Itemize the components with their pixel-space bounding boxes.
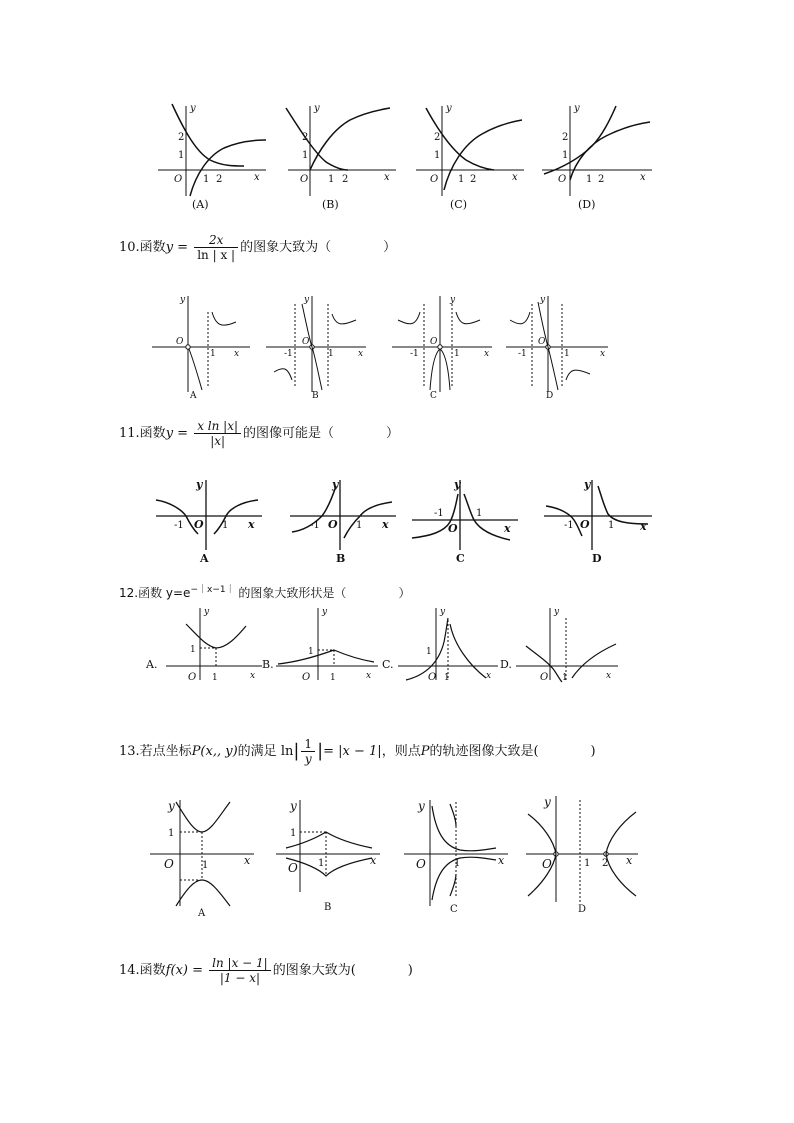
svg-text:1: 1 xyxy=(222,520,229,531)
svg-text:C: C xyxy=(430,391,437,401)
svg-text:y: y xyxy=(204,607,210,617)
svg-text:1: 1 xyxy=(318,858,325,869)
fraction: $\frac{1}{y}$ xyxy=(301,737,315,766)
svg-text:x: x xyxy=(244,854,251,867)
q12-graph-d xyxy=(498,604,622,684)
fraction: $\frac{2x}{\ln | x |}$ xyxy=(194,233,238,262)
question-10: 10.函数y = $\frac{2x}{\ln | x |}$ 的图象大致为（ ） xyxy=(119,233,397,262)
svg-text:O: O xyxy=(176,337,184,347)
question-11: 11.函数y = $\frac{\text{x ln |x|}}{|x|}$ 的图像可能是（ ） xyxy=(119,419,400,448)
svg-text:x: x xyxy=(512,172,518,183)
svg-text:x: x xyxy=(382,518,389,531)
svg-text:1: 1 xyxy=(178,150,185,161)
fraction: $\frac{\text{x ln |x|}}{|x|}$ xyxy=(194,419,241,448)
svg-text:1: 1 xyxy=(328,349,334,359)
q11-graph-b xyxy=(286,476,401,566)
q13-graph-a xyxy=(146,796,258,918)
svg-text:y: y xyxy=(332,478,339,491)
q12-graph-c xyxy=(382,604,502,684)
q9-graph-c xyxy=(408,100,533,212)
svg-text:(C): (C) xyxy=(450,198,467,211)
svg-text:y: y xyxy=(450,295,456,305)
svg-text:y: y xyxy=(290,799,297,813)
svg-text:1: 1 xyxy=(290,828,297,839)
svg-text:O: O xyxy=(430,174,439,185)
q13-graph-d xyxy=(522,792,642,916)
svg-text:x: x xyxy=(384,172,390,183)
svg-text:-1: -1 xyxy=(518,349,527,359)
svg-text:2: 2 xyxy=(342,174,349,185)
q13-graph-c xyxy=(400,796,512,918)
svg-text:2: 2 xyxy=(178,132,185,143)
q11-graph-d xyxy=(540,476,655,566)
svg-text:C: C xyxy=(450,904,458,915)
svg-text:B: B xyxy=(312,391,319,401)
svg-text:A.: A. xyxy=(146,658,158,671)
svg-text:1: 1 xyxy=(308,647,314,657)
svg-text:O: O xyxy=(448,522,458,535)
svg-text:2: 2 xyxy=(216,174,223,185)
svg-text:2: 2 xyxy=(470,174,477,185)
svg-text:B: B xyxy=(336,552,346,565)
axis-y: y xyxy=(190,103,196,114)
svg-text:1: 1 xyxy=(434,150,441,161)
svg-text:1: 1 xyxy=(562,150,569,161)
svg-text:B.: B. xyxy=(262,658,274,671)
q12-graph-a xyxy=(146,604,266,684)
q12-graph-b xyxy=(262,604,382,684)
svg-text:O: O xyxy=(538,337,546,347)
svg-text:x: x xyxy=(250,671,256,681)
svg-text:O: O xyxy=(300,174,309,185)
svg-text:1: 1 xyxy=(476,508,483,519)
svg-text:D: D xyxy=(578,904,587,915)
svg-text:O: O xyxy=(188,672,197,683)
svg-text:y: y xyxy=(314,103,320,114)
svg-text:A: A xyxy=(198,908,206,919)
svg-text:(B): (B) xyxy=(322,198,339,211)
svg-text:y: y xyxy=(418,799,425,813)
q9-graph-a xyxy=(150,100,275,212)
svg-text:2: 2 xyxy=(434,132,441,143)
svg-text:1: 1 xyxy=(190,645,196,655)
svg-text:(D): (D) xyxy=(578,198,596,211)
svg-text:x: x xyxy=(626,854,633,867)
svg-text:1: 1 xyxy=(444,673,450,683)
svg-text:y: y xyxy=(304,295,310,305)
svg-text:O: O xyxy=(542,857,552,871)
svg-text:1: 1 xyxy=(426,647,432,657)
svg-text:x: x xyxy=(486,671,492,681)
svg-text:y: y xyxy=(554,607,560,617)
q9-graph-d xyxy=(536,100,661,212)
svg-text:O: O xyxy=(558,174,567,185)
q10-graph-a xyxy=(150,292,255,400)
svg-text:x: x xyxy=(600,349,606,359)
axis-x: x xyxy=(254,172,260,183)
svg-text:2: 2 xyxy=(302,132,309,143)
svg-text:1: 1 xyxy=(328,174,335,185)
svg-text:x: x xyxy=(234,349,240,359)
svg-text:1: 1 xyxy=(203,174,210,185)
svg-text:A: A xyxy=(190,391,197,401)
svg-text:-1: -1 xyxy=(310,520,320,531)
svg-text:1: 1 xyxy=(584,858,591,869)
svg-text:O: O xyxy=(540,672,549,683)
svg-text:1: 1 xyxy=(454,349,460,359)
svg-text:y: y xyxy=(540,295,546,305)
origin: O xyxy=(174,174,183,185)
svg-text:-1: -1 xyxy=(284,349,293,359)
svg-text:C.: C. xyxy=(382,658,394,671)
svg-text:O: O xyxy=(164,857,174,871)
svg-text:1: 1 xyxy=(586,174,593,185)
svg-text:1: 1 xyxy=(564,349,570,359)
svg-text:1: 1 xyxy=(330,673,336,683)
option-label: (A) xyxy=(192,198,209,211)
q10-graph-b xyxy=(262,292,372,400)
svg-text:2: 2 xyxy=(602,858,609,869)
svg-text:y: y xyxy=(454,478,461,491)
svg-text:y: y xyxy=(440,607,446,617)
svg-text:x: x xyxy=(498,854,505,867)
svg-text:O: O xyxy=(416,857,426,871)
q11-graph-c xyxy=(408,476,523,566)
svg-text:1: 1 xyxy=(302,150,309,161)
svg-text:x: x xyxy=(640,172,646,183)
svg-text:O: O xyxy=(194,518,204,531)
svg-text:A: A xyxy=(200,552,209,565)
svg-text:1: 1 xyxy=(202,860,209,871)
svg-text:y: y xyxy=(584,478,591,491)
svg-text:-1: -1 xyxy=(434,508,444,519)
svg-text:O: O xyxy=(580,518,590,531)
question-14: 14.函数f(x) = $\frac{\ln |x - 1|}{|1 - x|}$ 的图象大致为( ) xyxy=(119,956,413,985)
svg-text:D.: D. xyxy=(500,658,512,671)
svg-text:x: x xyxy=(640,520,647,533)
svg-text:2: 2 xyxy=(562,132,569,143)
svg-text:C: C xyxy=(456,552,465,565)
svg-text:O: O xyxy=(430,337,438,347)
q10-graph-d xyxy=(504,292,614,400)
svg-text:x: x xyxy=(370,854,377,867)
svg-text:x: x xyxy=(358,349,364,359)
question-13: 13.若点坐标P(x,, y)的满足 ln| $\frac{1}{y}$ |= |x − 1|，则点P的轨迹图像大致是( ) xyxy=(119,737,596,766)
svg-text:2: 2 xyxy=(598,174,605,185)
svg-text:1: 1 xyxy=(210,349,216,359)
q9-graph-b xyxy=(280,100,405,212)
svg-text:B: B xyxy=(324,902,332,913)
q11-graph-a xyxy=(150,476,265,566)
svg-text:O: O xyxy=(328,518,338,531)
svg-text:-1: -1 xyxy=(564,520,574,531)
svg-text:y: y xyxy=(544,795,551,809)
svg-text:x: x xyxy=(484,349,490,359)
svg-text:1: 1 xyxy=(608,520,615,531)
svg-text:x: x xyxy=(504,522,511,535)
svg-text:O: O xyxy=(288,861,298,875)
q13-graph-b xyxy=(272,796,384,918)
svg-text:O: O xyxy=(302,337,310,347)
svg-text:y: y xyxy=(180,295,186,305)
question-12: 12.函数 $y=e^{-|x-1|}$ 的图象大致形状是（ ） xyxy=(119,585,411,600)
svg-text:O: O xyxy=(302,672,311,683)
fraction: $\frac{\ln |x - 1|}{|1 - x|}$ xyxy=(209,956,271,985)
svg-text:y: y xyxy=(196,478,203,491)
svg-text:1: 1 xyxy=(168,828,175,839)
svg-text:x: x xyxy=(366,671,372,681)
svg-text:y: y xyxy=(322,607,328,617)
svg-text:O: O xyxy=(428,672,437,683)
svg-text:1: 1 xyxy=(458,174,465,185)
svg-text:x: x xyxy=(606,671,612,681)
svg-text:y: y xyxy=(168,799,175,813)
svg-text:D: D xyxy=(592,552,602,565)
svg-text:1: 1 xyxy=(454,858,461,869)
svg-text:x: x xyxy=(248,518,255,531)
svg-text:-1: -1 xyxy=(174,520,184,531)
q10-graph-c xyxy=(388,292,498,400)
svg-text:1: 1 xyxy=(562,673,568,683)
svg-text:-1: -1 xyxy=(410,349,419,359)
svg-text:1: 1 xyxy=(356,520,363,531)
svg-text:1: 1 xyxy=(212,673,218,683)
svg-text:y: y xyxy=(446,103,452,114)
svg-text:y: y xyxy=(574,103,580,114)
svg-text:D: D xyxy=(546,391,554,401)
